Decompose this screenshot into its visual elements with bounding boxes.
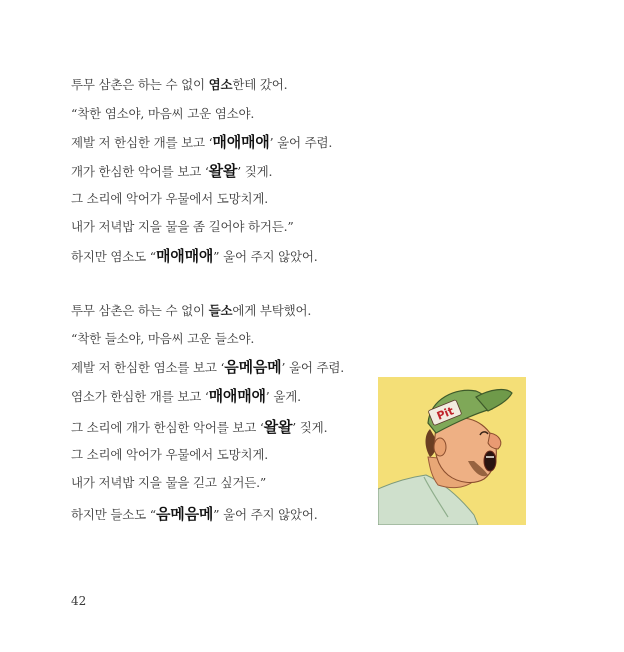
shouting-man-illustration [378, 377, 526, 525]
story-line: “착한 들소야, 마음씨 고운 들소야. [71, 331, 255, 346]
story-line: “착한 염소야, 마음씨 고운 염소야. [71, 106, 255, 121]
story-line: 하지만 염소도 “매애매애” 울어 주지 않았어. [71, 247, 318, 265]
cap-logo-text: Pit [434, 404, 456, 423]
sound-effect: 왈왈 [208, 162, 238, 180]
story-line: 제발 저 한심한 염소를 보고 ‘음메음메’ 울어 주렴. [71, 358, 345, 376]
sound-effect: 매애매애 [212, 133, 270, 151]
story-line: 투무 삼촌은 하는 수 없이 들소에게 부탁했어. [71, 303, 312, 318]
emphasis-word: 염소 [208, 77, 233, 92]
story-line: 그 소리에 악어가 우물에서 도망치게. [71, 447, 268, 462]
sound-effect: 매애매애 [156, 247, 214, 265]
emphasis-word: 들소 [208, 303, 233, 318]
ear [434, 438, 446, 456]
story-line: 제발 저 한심한 개를 보고 ‘매애매애’ 울어 주렴. [71, 133, 333, 151]
story-line: 그 소리에 악어가 우물에서 도망치게. [71, 191, 268, 206]
story-line: 그 소리에 개가 한심한 악어를 보고 ‘왈왈’ 짖게. [71, 418, 328, 436]
story-line: 내가 저녁밥 지을 물을 긷고 싶거든.” [71, 475, 267, 490]
page-number: 42 [71, 594, 87, 608]
sound-effect: 음메음메 [224, 358, 282, 376]
sound-effect: 음메음메 [156, 505, 214, 523]
story-line: 하지만 들소도 “음메음메” 울어 주지 않았어. [71, 505, 318, 523]
story-line: 투무 삼촌은 하는 수 없이 염소한테 갔어. [71, 77, 288, 92]
sound-effect: 매애매애 [208, 387, 266, 405]
sound-effect: 왈왈 [263, 418, 293, 436]
story-line: 염소가 한심한 개를 보고 ‘매애매애’ 울게. [71, 387, 301, 405]
story-line: 내가 저녁밥 지을 물을 좀 길어야 하거든.” [71, 219, 294, 234]
open-mouth [484, 451, 496, 471]
story-line: 개가 한심한 악어를 보고 ‘왈왈’ 짖게. [71, 162, 273, 180]
